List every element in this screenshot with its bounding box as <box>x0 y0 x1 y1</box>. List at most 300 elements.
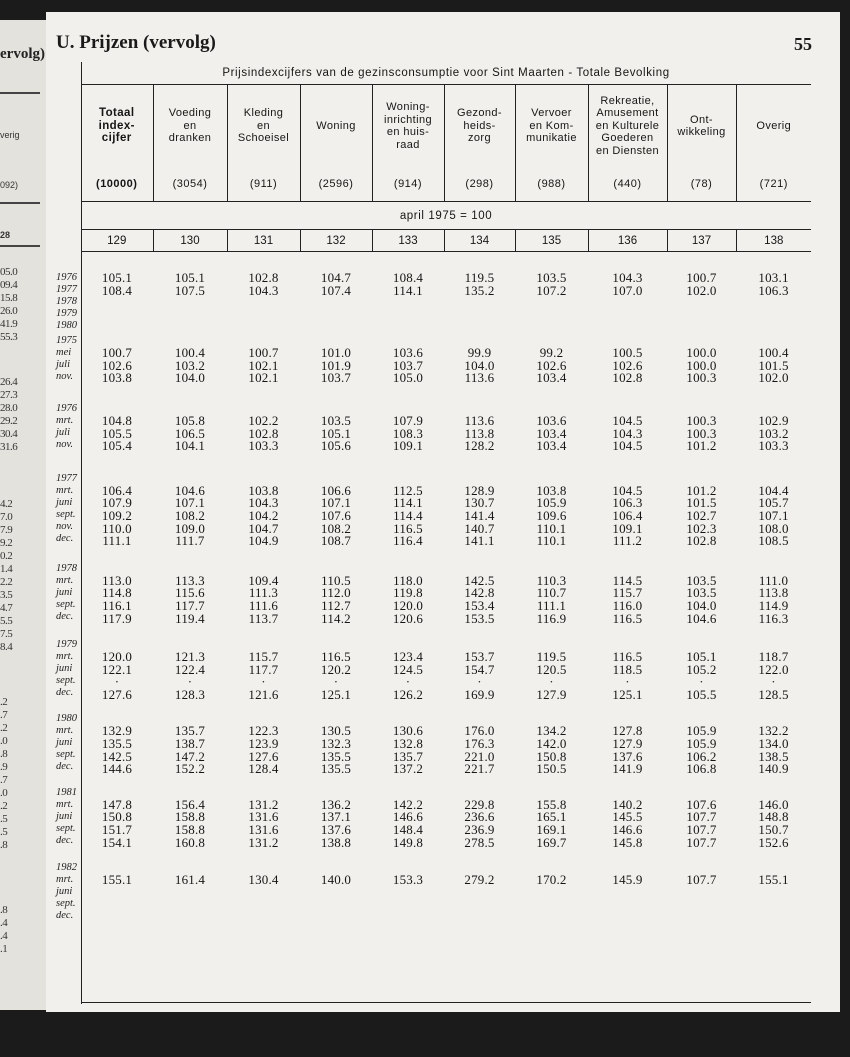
cell-value: 110.5 <box>321 572 351 588</box>
cell-value: 150.8 <box>101 809 133 825</box>
cell-value: 135.5 <box>320 761 352 777</box>
cell-value: 100.3 <box>686 370 717 386</box>
table-cell <box>444 572 515 626</box>
cell-value: 102.1 <box>248 370 279 386</box>
cell-value: 104.7 <box>248 520 279 536</box>
cell-value: 117.7 <box>175 597 205 613</box>
cell-value: 115.7 <box>248 649 279 665</box>
left-page-number: .4 <box>0 917 8 929</box>
cell-value: 236.6 <box>464 809 495 825</box>
table-cell <box>588 272 667 297</box>
cell-value: 278.5 <box>464 834 495 850</box>
cell-value: 100.4 <box>758 345 789 361</box>
cell-value: 130.4 <box>248 872 279 888</box>
column-header-line: zorg <box>468 132 491 145</box>
cell-value: 111.3 <box>248 585 279 601</box>
cell-value: 108.3 <box>392 425 424 441</box>
column-header-line: Woning <box>316 119 356 132</box>
table-cell <box>372 347 444 385</box>
table-cell <box>153 572 227 626</box>
cell-value: 103.6 <box>392 345 424 361</box>
left-page-number: .2 <box>0 696 8 708</box>
table-cell <box>515 572 588 626</box>
cell-value: 142.2 <box>392 796 424 812</box>
cell-value: 104.5 <box>612 412 643 428</box>
left-page-number: 05.0 <box>0 266 18 278</box>
cell-value: 100.0 <box>686 345 717 361</box>
cell-value: 119.8 <box>393 585 423 601</box>
column-header-line: Ont- <box>690 113 713 126</box>
cell-value: 110.3 <box>536 572 567 588</box>
cell-value: 111.1 <box>536 597 567 613</box>
left-page-rule <box>0 202 40 204</box>
table-cell <box>515 347 588 385</box>
cell-value: 108.2 <box>320 520 352 536</box>
period-label: sept. <box>56 675 76 687</box>
table-cell <box>153 412 227 454</box>
cell-value: 104.3 <box>612 270 643 285</box>
table-cell <box>300 572 372 626</box>
cell-value: 130.5 <box>320 723 352 739</box>
block-spacer <box>81 776 811 799</box>
cell-value: 105.1 <box>174 270 206 285</box>
left-page-number: 31.6 <box>0 441 18 453</box>
period-label: 1982 <box>56 862 77 874</box>
cell-value: 116.5 <box>321 649 351 665</box>
cell-value: 111.0 <box>758 572 789 588</box>
cell-value: 116.4 <box>393 533 423 549</box>
cell-value: 102.8 <box>248 270 279 285</box>
cell-value: 146.6 <box>612 822 643 838</box>
cell-value: 110.1 <box>536 533 567 549</box>
table-cell <box>372 572 444 626</box>
table-cell <box>444 651 515 701</box>
column-weight: (440) <box>588 167 667 202</box>
cell-value: 122.3 <box>248 723 279 739</box>
cell-value: 132.8 <box>392 736 424 752</box>
cell-value: 120.0 <box>101 649 133 665</box>
cell-value: 104.3 <box>612 425 643 441</box>
cell-value: 145.8 <box>612 834 643 850</box>
column-number: 136 <box>588 230 667 252</box>
table-cell <box>588 412 667 454</box>
table-cell <box>667 412 736 454</box>
table-cell <box>515 412 588 454</box>
cell-value: 100.7 <box>686 270 717 285</box>
cell-value: 176.3 <box>464 736 495 752</box>
cell-value: 105.7 <box>758 495 789 511</box>
table-cell <box>736 651 811 701</box>
column-weight: (911) <box>227 167 300 202</box>
column-weight: (914) <box>372 167 444 202</box>
period-label: 1977 <box>56 284 77 295</box>
cell-value: 106.5 <box>174 425 206 441</box>
left-page-number: 4.7 <box>0 602 13 614</box>
column-weight: (721) <box>736 167 811 202</box>
cell-value: 127.6 <box>101 686 133 702</box>
cell-value: 158.8 <box>174 822 206 838</box>
left-page-number: 26.0 <box>0 305 18 317</box>
table-cell <box>736 725 811 775</box>
cell-value: 119.5 <box>464 270 495 285</box>
period-label: juni <box>56 586 73 598</box>
cell-value: 102.9 <box>758 412 789 428</box>
column-number: 133 <box>372 230 444 252</box>
column-header-line: Kleding <box>243 107 284 120</box>
cell-value: 150.5 <box>536 761 567 777</box>
cell-value: 105.5 <box>101 425 133 441</box>
cell-value: 105.4 <box>101 438 133 454</box>
cell-value: 113.0 <box>102 572 132 588</box>
table-cell <box>227 347 300 385</box>
left-page-number: .0 <box>0 735 8 747</box>
cell-value: 140.7 <box>464 520 495 536</box>
left-page-number: 55.3 <box>0 331 18 343</box>
cell-value: 152.2 <box>174 761 206 777</box>
cell-value: 155.8 <box>536 796 567 812</box>
cell-value: 114.2 <box>321 610 351 626</box>
cell-value: 106.8 <box>686 761 717 777</box>
period-label: 1981 <box>56 786 77 798</box>
cell-value: 104.6 <box>686 610 717 626</box>
column-weight: (988) <box>515 167 588 202</box>
table-cell <box>736 272 811 297</box>
table-cell <box>153 482 227 549</box>
period-label: sept. <box>56 898 76 910</box>
cell-value: 108.0 <box>758 520 789 536</box>
cell-value: 101.5 <box>686 495 717 511</box>
table-cell <box>300 412 372 454</box>
left-page-number: .7 <box>0 709 8 721</box>
cell-value: 147.8 <box>101 796 133 812</box>
table-row <box>81 874 811 887</box>
cell-value: 111.1 <box>102 533 132 549</box>
cell-value: 110.1 <box>536 520 567 536</box>
table-cell <box>588 874 667 887</box>
cell-value: 103.4 <box>536 425 567 441</box>
cell-value: 111.7 <box>175 533 205 549</box>
cell-value: 108.2 <box>174 507 206 523</box>
block-spacer <box>81 252 811 273</box>
cell-value: 132.3 <box>320 736 352 752</box>
left-page-number: 5.5 <box>0 615 13 627</box>
cell-value: 130.7 <box>464 495 495 511</box>
cell-value: 102.2 <box>248 412 279 428</box>
left-page-number: 3.5 <box>0 589 13 601</box>
cell-value: 121.3 <box>174 649 206 665</box>
cell-value: 131.6 <box>248 822 279 838</box>
table-row <box>81 347 811 385</box>
table-cell <box>81 347 153 385</box>
cell-value: 153.4 <box>464 597 495 613</box>
column-header <box>736 85 811 168</box>
column-header-line: Totaal <box>99 107 135 120</box>
cell-value: 176.0 <box>464 723 495 739</box>
table-cell <box>444 347 515 385</box>
table-cell <box>588 482 667 549</box>
adjacent-left-page <box>0 20 47 1010</box>
cell-value: 117.9 <box>102 610 132 626</box>
left-page-header: ervolg) <box>0 46 45 62</box>
cell-value: 156.4 <box>174 796 206 812</box>
cell-value: 111.6 <box>248 597 279 613</box>
period-label: 1979 <box>56 639 77 651</box>
column-number: 137 <box>667 230 736 252</box>
column-header-line: Overig <box>756 119 792 132</box>
cell-value: 140.0 <box>320 872 352 888</box>
table-title: Prijsindexcijfers van de gezinsconsumptie voor Sint Maarten - Totale Bevolking <box>81 62 811 85</box>
cell-value: 100.7 <box>101 345 133 361</box>
cell-value: 103.1 <box>758 270 789 285</box>
cell-value: 103.3 <box>758 438 789 454</box>
cell-value: 105.9 <box>686 736 717 752</box>
table-cell <box>372 725 444 775</box>
cell-value: 140.9 <box>758 761 789 777</box>
period-label: mrt. <box>56 651 74 663</box>
table-cell <box>300 725 372 775</box>
cell-value: 107.1 <box>758 507 789 523</box>
left-page-number: .8 <box>0 748 8 760</box>
column-number: 129 <box>81 230 153 252</box>
table-cell <box>444 272 515 297</box>
cell-value: 130.6 <box>392 723 424 739</box>
cell-value: 107.7 <box>686 809 717 825</box>
cell-value: 115.6 <box>175 585 205 601</box>
cell-value: 135.7 <box>174 723 206 739</box>
cell-value: 102.6 <box>101 357 133 373</box>
cell-value: 122.0 <box>758 661 789 677</box>
table-cell <box>515 874 588 887</box>
column-header <box>227 85 300 168</box>
cell-value: 107.7 <box>686 834 717 850</box>
column-number: 138 <box>736 230 811 252</box>
table-cell <box>667 651 736 701</box>
column-weight: (298) <box>444 167 515 202</box>
left-page-word: verig <box>0 130 20 140</box>
table-cell <box>153 272 227 297</box>
cell-value: 100.5 <box>612 345 643 361</box>
cell-value: 105.1 <box>320 425 352 441</box>
cell-value: 161.4 <box>174 872 206 888</box>
cell-value: 150.7 <box>758 822 789 838</box>
cell-value: 101.9 <box>320 357 352 373</box>
table-cell <box>81 482 153 549</box>
table-cell <box>515 272 588 297</box>
table-cell <box>227 412 300 454</box>
cell-value: 103.8 <box>101 370 133 386</box>
column-header-line: Gezond- <box>457 107 502 120</box>
column-header-row <box>81 85 811 168</box>
table-body <box>81 252 811 887</box>
cell-value: 102.1 <box>248 357 279 373</box>
table-row <box>81 272 811 297</box>
table-cell <box>81 796 153 850</box>
period-label: mrt. <box>56 874 74 886</box>
cell-value: 104.6 <box>174 482 206 498</box>
table-cell <box>736 796 811 850</box>
cell-value: 145.5 <box>612 809 643 825</box>
cell-value: 113.7 <box>248 610 279 626</box>
left-page-number: 8.4 <box>0 641 13 653</box>
column-header-line: en huis- <box>386 126 430 138</box>
table-cell <box>227 651 300 701</box>
column-number: 132 <box>300 230 372 252</box>
cell-value: 127.9 <box>612 736 643 752</box>
period-label: 1978 <box>56 562 77 574</box>
left-page-number: .1 <box>0 943 8 955</box>
left-page-number: .8 <box>0 839 8 851</box>
cell-value: 170.2 <box>536 872 567 888</box>
cell-value: 108.4 <box>101 282 133 298</box>
left-page-number: 15.8 <box>0 292 18 304</box>
left-page-number: 29.2 <box>0 415 18 427</box>
table-cell <box>444 412 515 454</box>
cell-value: 105.9 <box>536 495 567 511</box>
table-cell <box>588 796 667 850</box>
cell-value: 147.2 <box>174 748 206 764</box>
cell-value: 221.0 <box>464 748 495 764</box>
table-cell <box>667 796 736 850</box>
cell-value: 114.5 <box>612 572 643 588</box>
cell-value: 103.8 <box>536 482 567 498</box>
period-label: 1979 <box>56 308 77 319</box>
cell-value: 103.7 <box>392 357 424 373</box>
block-spacer <box>81 453 811 485</box>
cell-value: 100.0 <box>686 357 717 373</box>
column-header <box>372 85 444 168</box>
column-header-line: Goederen <box>601 132 654 145</box>
column-weight: (10000) <box>81 167 153 202</box>
cell-value: 132.2 <box>758 723 789 739</box>
cell-value: 116.0 <box>612 597 643 613</box>
period-label: juni <box>56 737 73 749</box>
period-label: 1976 <box>56 402 77 414</box>
cell-value: 128.3 <box>174 686 206 702</box>
cell-value: 104.4 <box>758 482 789 498</box>
cell-value: 116.5 <box>612 610 643 626</box>
table-cell <box>300 272 372 297</box>
cell-value: 103.5 <box>536 270 567 285</box>
left-page-number: .5 <box>0 813 8 825</box>
table-row <box>81 575 811 625</box>
cell-value: 134.0 <box>758 736 789 752</box>
table-cell <box>300 347 372 385</box>
cell-value: · <box>187 674 193 690</box>
cell-value: 165.1 <box>536 809 567 825</box>
column-header <box>300 85 372 168</box>
cell-value: 113.6 <box>464 412 495 428</box>
cell-value: 138.7 <box>174 736 206 752</box>
period-label: 1977 <box>56 472 77 484</box>
table-cell <box>515 725 588 775</box>
column-header-line: index- <box>98 119 135 132</box>
cell-value: 102.0 <box>686 282 717 298</box>
period-label: sept. <box>56 508 76 520</box>
table-cell <box>81 874 153 887</box>
table-cell <box>153 796 227 850</box>
cell-value: 103.2 <box>174 357 206 373</box>
period-label: 1980 <box>56 320 77 331</box>
cell-value: 155.1 <box>101 872 133 888</box>
cell-value: 103.8 <box>248 482 279 498</box>
cell-value: 106.4 <box>101 482 133 498</box>
cell-value: 169.9 <box>464 686 495 702</box>
cell-value: 110.7 <box>536 585 567 601</box>
cell-value: 124.5 <box>392 661 424 677</box>
cell-value: 149.8 <box>392 834 424 850</box>
period-label: mrt. <box>56 798 74 810</box>
table-cell <box>300 796 372 850</box>
cell-value: 107.9 <box>101 495 133 511</box>
cell-value: 112.5 <box>393 482 423 498</box>
cell-value: 111.2 <box>612 533 643 549</box>
table-cell <box>81 272 153 297</box>
cell-value: 116.5 <box>612 649 643 665</box>
cell-value: · <box>333 674 339 690</box>
cell-value: 145.9 <box>612 872 643 888</box>
table-cell <box>667 482 736 549</box>
cell-value: 152.6 <box>758 834 789 850</box>
table-cell <box>588 651 667 701</box>
cell-value: 102.7 <box>686 507 717 523</box>
cell-value: 104.3 <box>248 282 279 298</box>
cell-value: 107.7 <box>686 822 717 838</box>
cell-value: 122.4 <box>174 661 206 677</box>
table-cell <box>444 874 515 887</box>
cell-value: 104.7 <box>320 270 352 285</box>
cell-value: 104.0 <box>464 357 495 373</box>
cell-value: 118.5 <box>612 661 643 677</box>
left-page-number: .9 <box>0 761 8 773</box>
cell-value: 104.1 <box>174 438 206 454</box>
cell-value: 109.1 <box>612 520 643 536</box>
cell-value: 148.8 <box>758 809 789 825</box>
table-cell <box>444 796 515 850</box>
cell-value: 153.3 <box>392 872 424 888</box>
cell-value: 142.5 <box>101 748 133 764</box>
column-header-line: Voeding <box>168 107 212 120</box>
table-cell <box>736 347 811 385</box>
period-label: nov. <box>56 438 74 450</box>
column-weight: (2596) <box>300 167 372 202</box>
cell-value: 104.8 <box>101 412 133 428</box>
block-spacer <box>81 701 811 725</box>
left-page-number: 27.3 <box>0 389 18 401</box>
table-row <box>81 725 811 775</box>
cell-value: 127.6 <box>248 748 279 764</box>
cell-value: 103.6 <box>536 412 567 428</box>
cell-value: 105.6 <box>320 438 352 454</box>
cell-value: 114.1 <box>393 282 423 298</box>
cell-value: 131.2 <box>248 796 279 812</box>
cell-value: 106.2 <box>686 748 717 764</box>
period-label: dec. <box>56 761 74 773</box>
table-cell <box>372 874 444 887</box>
period-label: juni <box>56 810 73 822</box>
column-number: 130 <box>153 230 227 252</box>
left-page-number: 9.2 <box>0 537 13 549</box>
column-header-line: wikkeling <box>677 126 726 138</box>
left-page-number: 41.9 <box>0 318 18 330</box>
block-spacer <box>81 297 811 347</box>
cell-value: 105.8 <box>174 412 206 428</box>
cell-value: 123.4 <box>392 649 424 665</box>
column-header <box>515 85 588 168</box>
cell-value: 140.2 <box>612 796 643 812</box>
cell-value: 125.1 <box>612 686 643 702</box>
cell-value: 114.8 <box>102 585 132 601</box>
page-title: U. Prijzen (vervolg) <box>56 32 216 53</box>
